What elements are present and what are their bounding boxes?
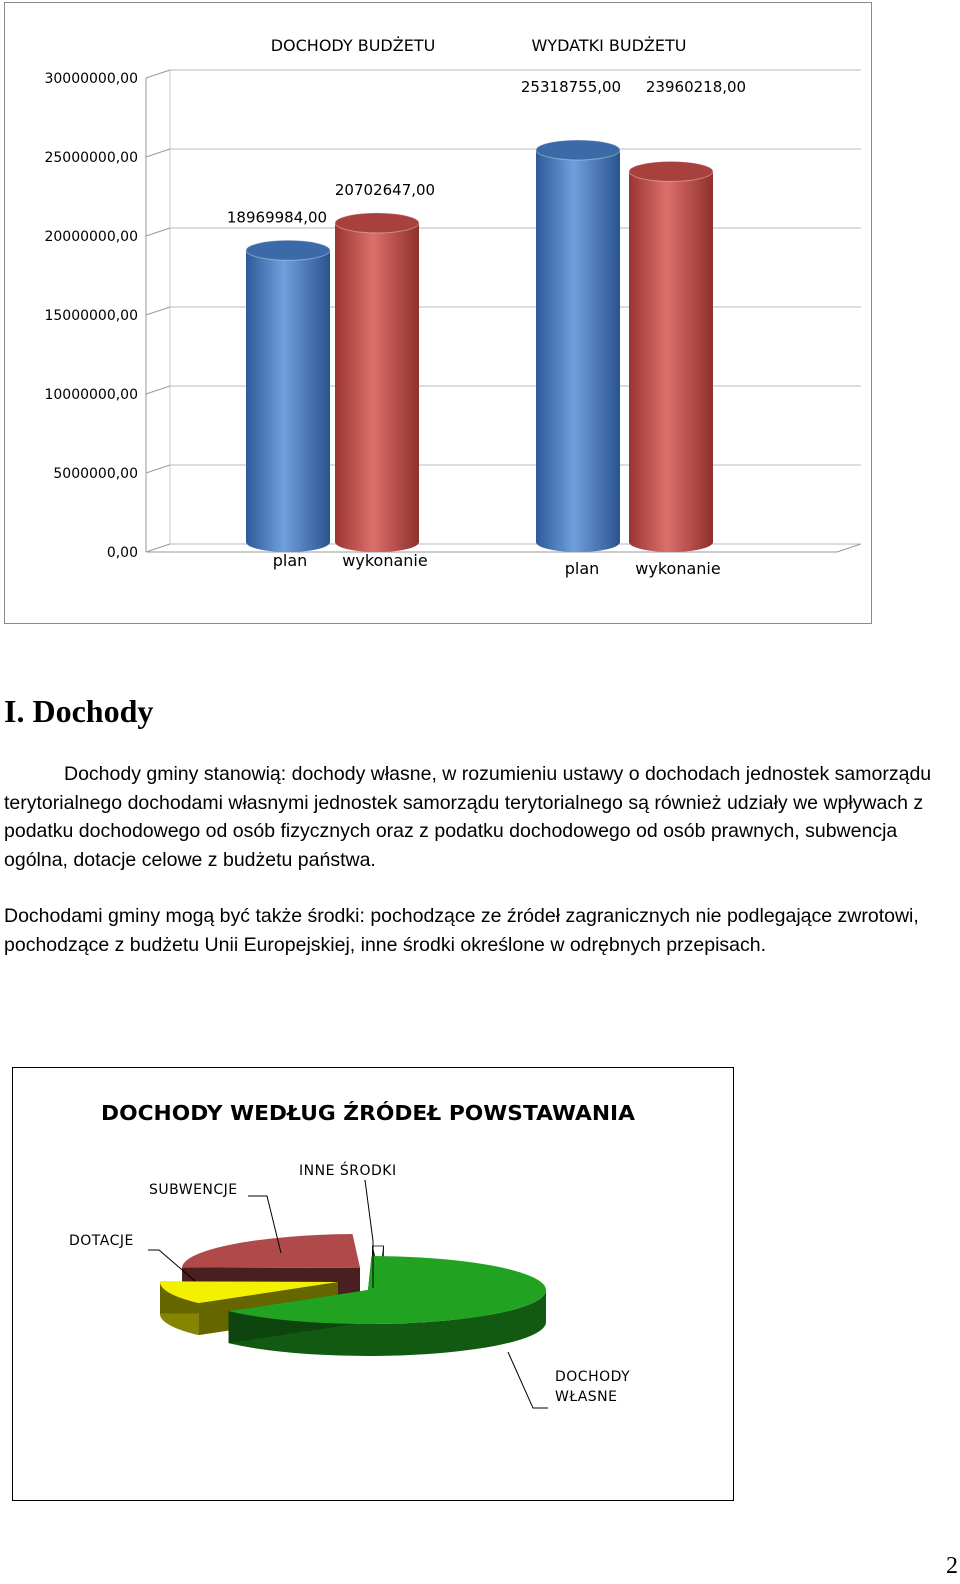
gridline-depth — [146, 386, 170, 394]
floor-edge — [837, 544, 861, 552]
value-label: 18969984,00 — [226, 208, 328, 227]
category-label: wykonanie — [342, 551, 428, 570]
pie-leader-line — [508, 1352, 548, 1408]
group-heading: WYDATKI BUDŻETU — [531, 36, 687, 55]
paragraph-income-composition: Dochody gminy stanowią: dochody własne, w rozumieniu ustawy o dochodach jednostek samorządu terytorialnego dochodami własnymi jednostek samorządu terytorialnego są również udziały we wpływach z podatku dochodowego od osób fizycznych oraz z podatku dochodowego od osób prawnych, subwencja ogólna, dotacje celowe z budżetu państwa. — [4, 763, 932, 872]
gridline-depth — [146, 544, 170, 552]
budget-bar-chart-svg — [5, 3, 871, 623]
gridline-depth — [146, 228, 170, 236]
y-tick-label: 30000000,00 — [44, 71, 138, 87]
value-label: 23960218,00 — [645, 78, 747, 96]
value-label: 20702647,00 — [334, 180, 436, 199]
bar-plan — [246, 250, 330, 552]
gridline-depth — [146, 70, 170, 78]
bar-plan — [536, 150, 620, 552]
category-label: plan — [272, 551, 308, 570]
page-number: 2 — [946, 1553, 958, 1579]
y-tick-label: 10000000,00 — [44, 387, 138, 403]
pie-slice-label: WŁASNE — [555, 1389, 618, 1405]
pie-slice-label: DOCHODY — [555, 1369, 631, 1385]
pie-slice-label: SUBWENCJE — [149, 1182, 238, 1198]
value-label: 25318755,00 — [520, 78, 622, 96]
budget-bar-chart — [4, 2, 872, 624]
slice-subwencje-top — [182, 1234, 360, 1268]
bar-plan-top — [536, 140, 620, 160]
gridline-depth — [146, 307, 170, 315]
paragraph-other-funds: Dochodami gminy mogą być także środki: pochodzące ze źródeł zagranicznych nie podlegające zwrotowi, pochodzące z budżetu Unii Europejskiej, inne środki określone w odrębnych przepisach. — [4, 905, 919, 956]
bar-chart-bars — [246, 140, 713, 552]
gridline-depth — [146, 465, 170, 473]
y-tick-label: 15000000,00 — [44, 308, 138, 324]
pie-slice-label: DOTACJE — [69, 1233, 134, 1249]
y-tick-label: 0,00 — [106, 545, 138, 561]
bar-wykonanie-top — [629, 161, 713, 181]
income-sources-pie-chart — [12, 1067, 734, 1501]
y-tick-label: 25000000,00 — [44, 150, 138, 166]
pie-slice-label: INNE ŚRODKI — [299, 1163, 397, 1179]
category-label: wykonanie — [635, 559, 721, 578]
bar-chart-y-axis — [44, 71, 138, 561]
section-title: I. Dochody — [4, 693, 154, 729]
pie-chart-slices — [160, 1234, 546, 1356]
bar-wykonanie-top — [335, 213, 419, 233]
y-tick-label: 5000000,00 — [53, 466, 138, 482]
category-label: plan — [564, 559, 600, 578]
y-tick-label: 20000000,00 — [44, 229, 138, 245]
bar-wykonanie — [335, 223, 419, 552]
bar-plan-top — [246, 240, 330, 260]
pie-chart-title: DOCHODY WEDŁUG ŹRÓDEŁ POWSTAWANIA — [101, 1101, 636, 1125]
bar-wykonanie — [629, 171, 713, 552]
gridline-depth — [146, 149, 170, 157]
group-heading: DOCHODY BUDŻETU — [270, 36, 436, 55]
pie-chart-svg — [13, 1068, 733, 1500]
